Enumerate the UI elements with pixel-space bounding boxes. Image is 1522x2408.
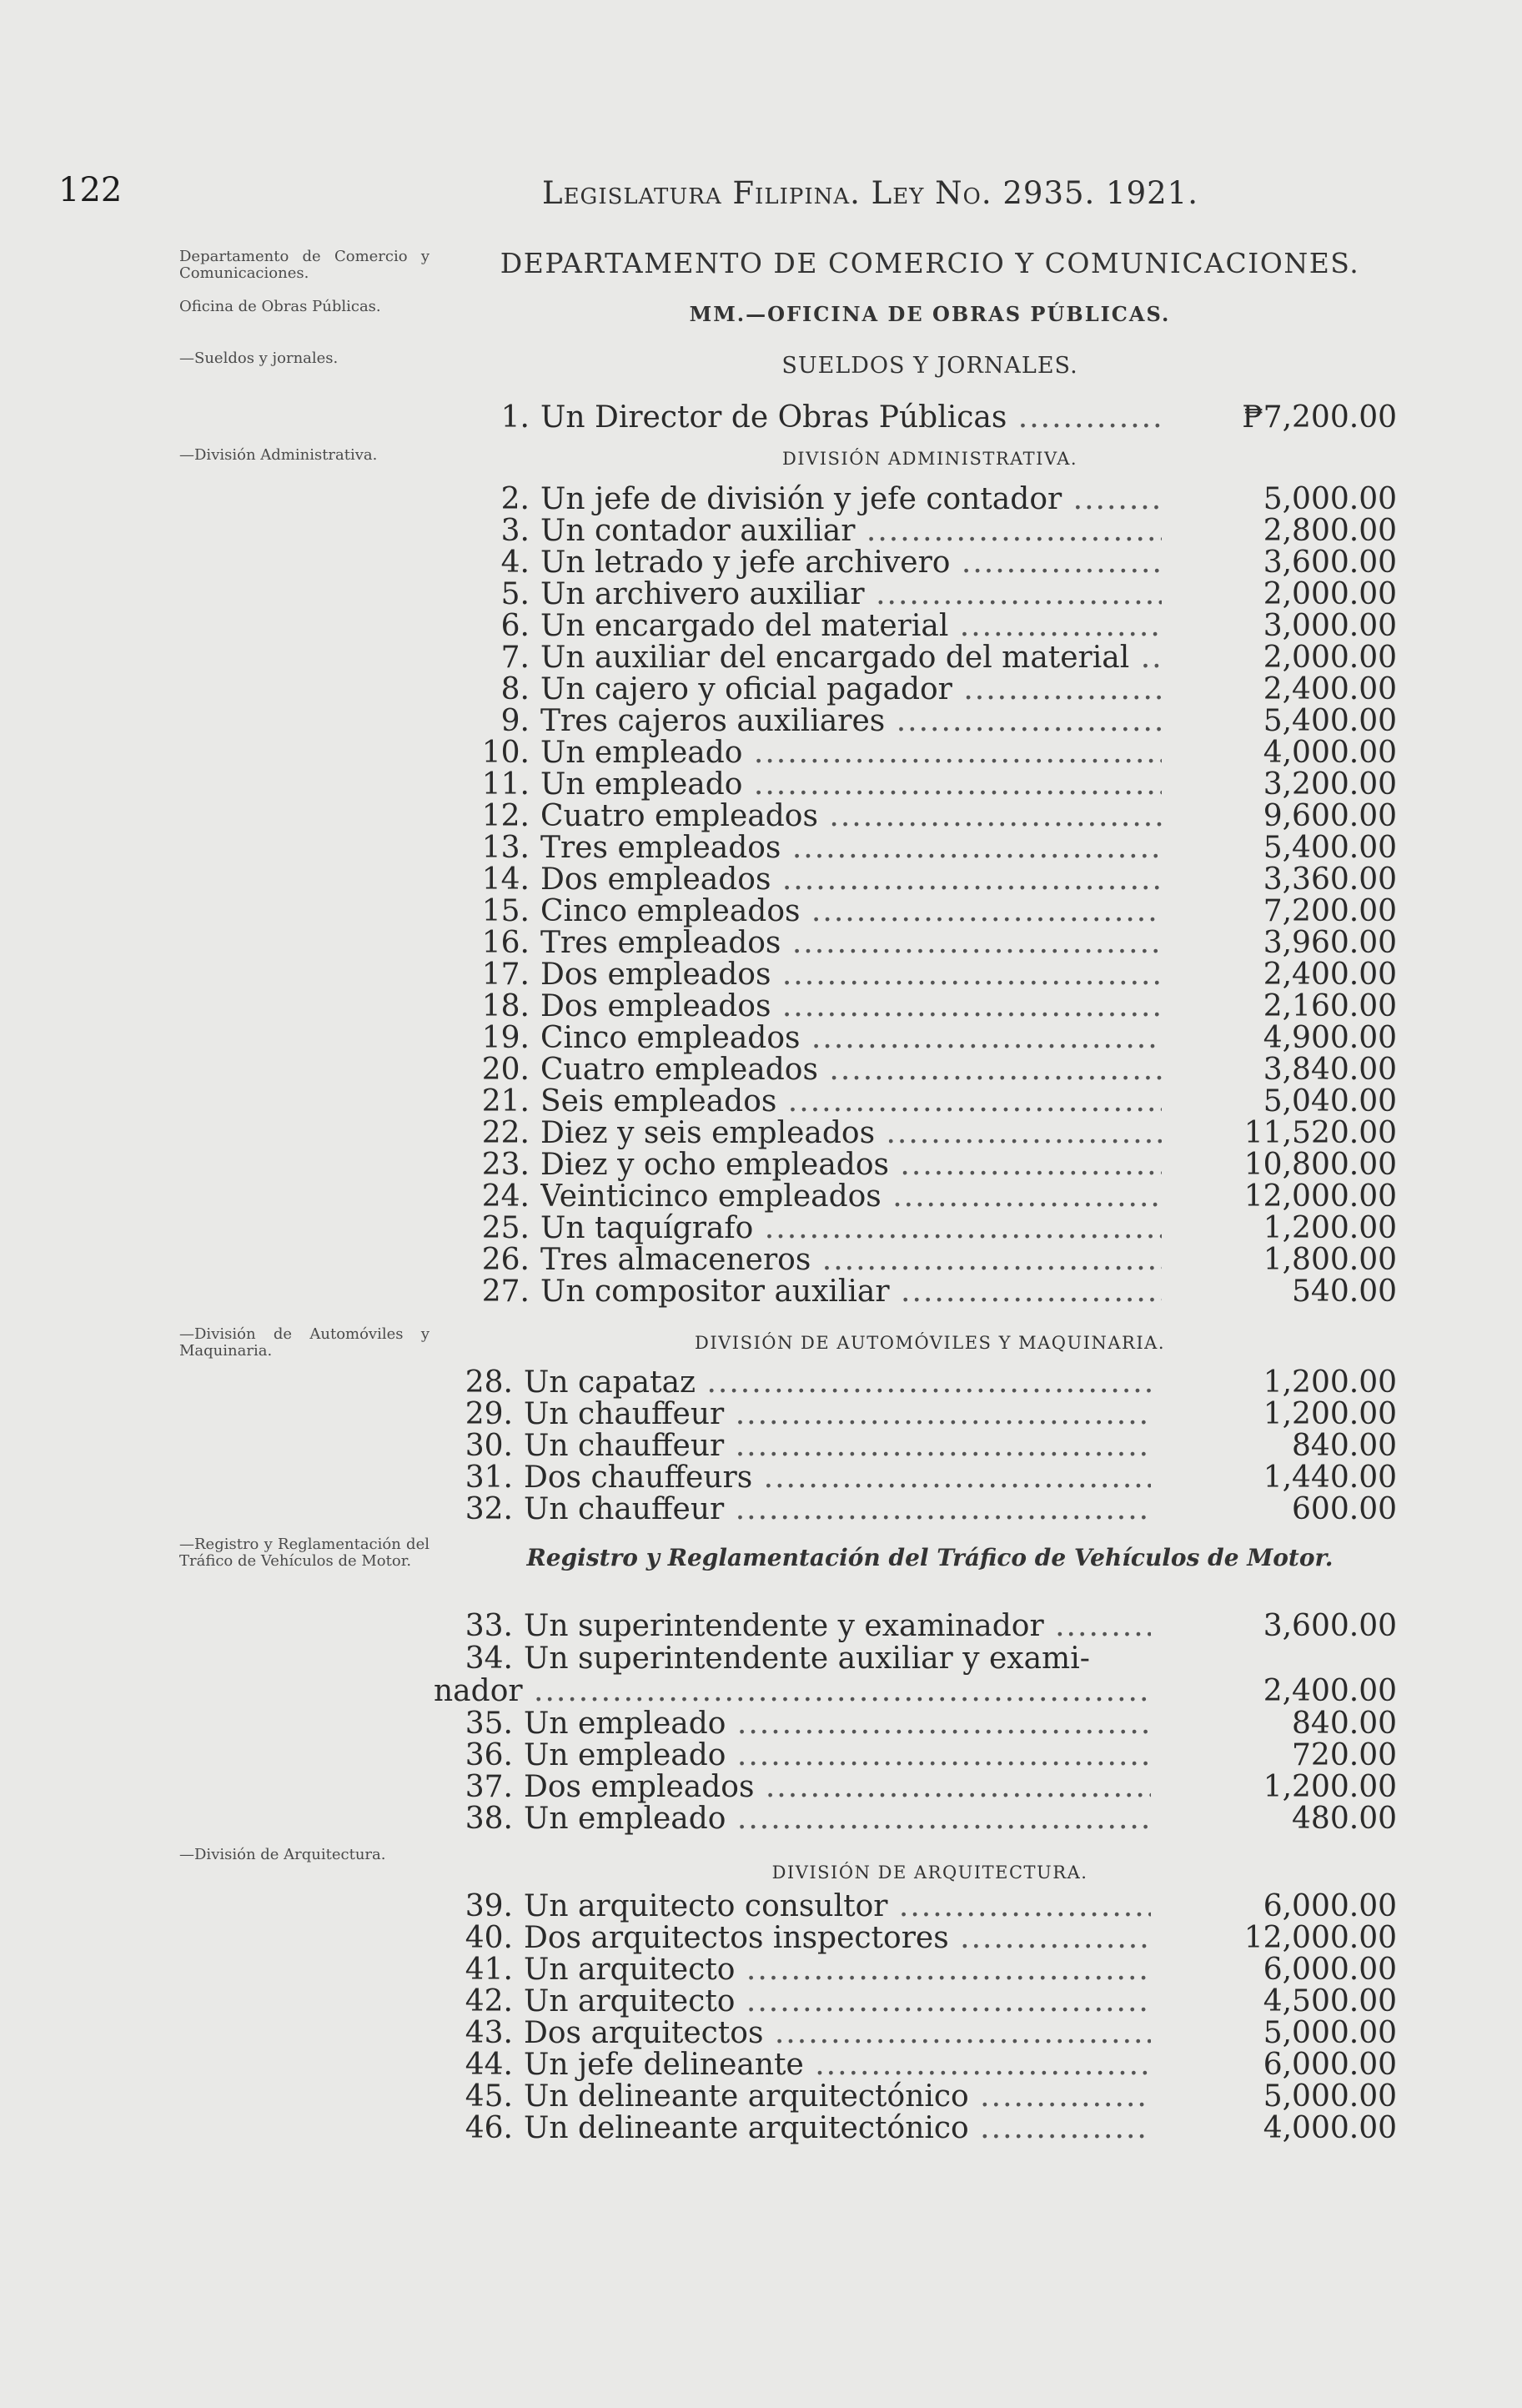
item-description: Cinco empleados .....: [540, 896, 1162, 928]
salary-row-continuation: [0, 1676, 1522, 1707]
salary-row: [0, 1054, 1522, 1086]
item-description: Seis empleados .....: [540, 1086, 1162, 1118]
salary-row: [0, 769, 1522, 801]
salary-row: [0, 1149, 1522, 1181]
item-number: 29.: [465, 1397, 513, 1431]
item-amount: 2,400.00: [1263, 672, 1397, 706]
item-number: 1.: [500, 400, 530, 435]
item-description: Un cajero y oficial pagador .....: [540, 674, 1162, 706]
item-number: 43.: [465, 2016, 513, 2050]
item-description: Dos arquitectos inspectores .....: [524, 1923, 1151, 1954]
item-amount: 4,900.00: [1263, 1021, 1397, 1055]
item-description: Un empleado .....: [524, 1803, 1151, 1835]
item-description: Un delineante arquitectónico .....: [524, 2081, 1151, 2113]
salary-row: [0, 1023, 1522, 1054]
item-amount: 11,520.00: [1243, 1116, 1397, 1150]
item-description: Un chauffeur .....: [524, 1399, 1151, 1430]
item-number: 18.: [481, 989, 530, 1023]
item-number: 5.: [500, 577, 530, 611]
salary-row: [0, 1430, 1522, 1462]
salary-row: [0, 991, 1522, 1023]
item-number: 20.: [481, 1053, 530, 1087]
item-description: Un arquitecto .....: [524, 1954, 1151, 1986]
item-amount: 1,200.00: [1263, 1211, 1397, 1245]
item-amount: 2,800.00: [1263, 514, 1397, 548]
page-number: 122: [58, 171, 123, 209]
margin-note-arquitectura: —División de Arquitectura.: [179, 1846, 386, 1863]
item-amount: 2,000.00: [1263, 641, 1397, 675]
item-description: Tres empleados .....: [540, 928, 1162, 959]
item-description: Un delineante arquitectónico .....: [524, 2113, 1151, 2144]
item-amount: 5,400.00: [1263, 831, 1397, 865]
item-amount: 12,000.00: [1243, 1179, 1397, 1214]
item-number: 23.: [481, 1148, 530, 1182]
item-description: Un contador auxiliar .....: [540, 515, 1162, 547]
margin-note-office: Oficina de Obras Públicas.: [179, 298, 381, 315]
salary-row: [0, 801, 1522, 832]
item-description: Dos empleados .....: [540, 991, 1162, 1023]
item-amount: 540.00: [1292, 1274, 1397, 1309]
item-number: 38.: [465, 1802, 513, 1836]
item-description: Dos arquitectos .....: [524, 2018, 1151, 2049]
salary-row: [0, 706, 1522, 737]
salary-row: [0, 2113, 1522, 2144]
item-number: 10.: [481, 736, 530, 770]
item-number: 22.: [481, 1116, 530, 1150]
division-heading-registro: Registro y Reglamentación del Tráfico de Vehículos de Motor.: [526, 1544, 1334, 1571]
item-number: 41.: [465, 1953, 513, 1987]
item-amount: 3,000.00: [1263, 609, 1397, 643]
item-number: 26.: [481, 1243, 530, 1277]
salary-row: [0, 832, 1522, 864]
item-number: 24.: [481, 1179, 530, 1214]
item-amount: 1,200.00: [1263, 1770, 1397, 1804]
item-description: Dos empleados .....: [524, 1772, 1151, 1803]
item-description: Un letrado y jefe archivero .....: [540, 547, 1162, 579]
salary-row: [0, 1494, 1522, 1526]
salary-row: [0, 515, 1522, 547]
item-description: Un chauffeur .....: [524, 1494, 1151, 1526]
item-description: Un empleado .....: [540, 737, 1162, 769]
item-amount: 5,000.00: [1263, 482, 1397, 516]
item-number: 32.: [465, 1492, 513, 1526]
item-amount: 5,000.00: [1263, 2016, 1397, 2050]
item-amount: 6,000.00: [1263, 2048, 1397, 2082]
salary-row: [0, 928, 1522, 959]
salary-row: [0, 1118, 1522, 1149]
salary-row: [0, 1986, 1522, 2018]
item-amount: 720.00: [1292, 1738, 1397, 1772]
salary-row: [0, 1891, 1522, 1923]
item-description: Un auxiliar del encargado del material .....: [540, 642, 1162, 674]
division-heading-arquitectura: DIVISIÓN DE ARQUITECTURA.: [771, 1863, 1088, 1883]
salary-row: [0, 1643, 1522, 1675]
item-description: Un archivero auxiliar .....: [540, 579, 1162, 611]
item-description: Cinco empleados .....: [540, 1023, 1162, 1054]
item-amount: 4,500.00: [1263, 1984, 1397, 2018]
item-number: 8.: [500, 672, 530, 706]
item-number: 28.: [465, 1365, 513, 1400]
margin-note-salaries: —Sueldos y jornales.: [179, 349, 339, 367]
item-description: Un empleado .....: [540, 769, 1162, 801]
item-number: 31.: [465, 1460, 513, 1495]
item-amount: 12,000.00: [1243, 1921, 1397, 1955]
salary-row: [0, 2081, 1522, 2113]
item-description: Un superintendente y examinador .....: [524, 1611, 1151, 1642]
salary-row: [0, 611, 1522, 642]
salary-row: [0, 1954, 1522, 1986]
item-amount: 3,600.00: [1263, 545, 1397, 580]
division-heading-automoviles: DIVISIÓN DE AUTOMÓVILES Y MAQUINARIA.: [694, 1333, 1166, 1353]
salary-row: [0, 1740, 1522, 1772]
item-description: Cuatro empleados .....: [540, 801, 1162, 832]
salary-row: [0, 959, 1522, 991]
item-number: 13.: [481, 831, 530, 865]
item-number: 11.: [481, 767, 530, 802]
item-number: 3.: [500, 514, 530, 548]
salary-row: [0, 484, 1522, 515]
item-number: 33.: [465, 1609, 513, 1643]
item-amount: 10,800.00: [1243, 1148, 1397, 1182]
item-amount: 3,600.00: [1263, 1609, 1397, 1643]
item-amount: 600.00: [1292, 1492, 1397, 1526]
item-amount: 840.00: [1292, 1429, 1397, 1463]
item-number: 19.: [481, 1021, 530, 1055]
margin-note-department: Departamento de Comercio y Comunicaciones.: [179, 248, 429, 282]
item-amount: 1,800.00: [1263, 1243, 1397, 1277]
office-heading: MM.—OFICINA DE OBRAS PÚBLICAS.: [689, 302, 1171, 326]
salary-row: [0, 1462, 1522, 1494]
item-description: Diez y seis empleados .....: [540, 1118, 1162, 1149]
item-number: 2.: [500, 482, 530, 516]
salary-row: [0, 1399, 1522, 1430]
salary-row: [0, 1367, 1522, 1399]
item-number: 40.: [465, 1921, 513, 1955]
item-description: Un empleado .....: [524, 1740, 1151, 1772]
item-number: 34.: [465, 1641, 513, 1676]
salary-row: [0, 579, 1522, 611]
item-number: 15.: [481, 894, 530, 928]
margin-note-registro: —Registro y Reglamentación del Tráfico de Vehículos de Motor.: [179, 1536, 429, 1570]
item-description: Tres cajeros auxiliares .....: [540, 706, 1162, 737]
item-amount: 6,000.00: [1263, 1953, 1397, 1987]
item-number: 44.: [465, 2048, 513, 2082]
item-amount: ₱7,200.00: [1242, 400, 1397, 435]
item-description: Dos chauffeurs .....: [524, 1462, 1151, 1494]
item-description: Tres almaceneros .....: [540, 1244, 1162, 1276]
salary-row: [0, 864, 1522, 896]
item-amount: 4,000.00: [1263, 736, 1397, 770]
item-number: 35.: [465, 1707, 513, 1741]
item-description: Un encargado del material .....: [540, 611, 1162, 642]
item-number: 45.: [465, 2079, 513, 2114]
salary-row: [0, 2018, 1522, 2049]
margin-note-automoviles: —División de Automóviles y Maquinaria.: [179, 1325, 429, 1360]
item-amount: 5,000.00: [1263, 2079, 1397, 2114]
item-amount: 1,440.00: [1263, 1460, 1397, 1495]
salary-row: [0, 1213, 1522, 1244]
item-description: Tres empleados .....: [540, 832, 1162, 864]
salary-row: [0, 2049, 1522, 2081]
item-description: Un compositor auxiliar .....: [540, 1276, 1162, 1308]
item-description: Un jefe de división y jefe contador .....: [540, 484, 1162, 515]
item-description: Un taquígrafo .....: [540, 1213, 1162, 1244]
item-description: Dos empleados .....: [540, 959, 1162, 991]
salary-row: [0, 1086, 1522, 1118]
salaries-heading: SUELDOS Y JORNALES.: [781, 353, 1078, 379]
item-number: 37.: [465, 1770, 513, 1804]
salary-row: [0, 674, 1522, 706]
item-amount: 840.00: [1292, 1707, 1397, 1741]
item-number: 6.: [500, 609, 530, 643]
item-number: 25.: [481, 1211, 530, 1245]
item-amount: 9,600.00: [1263, 799, 1397, 833]
division-heading-admin: DIVISIÓN ADMINISTRATIVA.: [781, 449, 1078, 469]
item-number: 39.: [465, 1889, 513, 1923]
item-amount: 5,400.00: [1263, 704, 1397, 738]
salary-row: [0, 1611, 1522, 1642]
salary-row: [0, 1244, 1522, 1276]
item-description: Un empleado .....: [524, 1708, 1151, 1740]
item-amount: 7,200.00: [1263, 894, 1397, 928]
item-amount: 5,040.00: [1263, 1084, 1397, 1119]
salary-row: [0, 1181, 1522, 1213]
salary-row: [0, 1803, 1522, 1835]
item-description: Un jefe delineante .....: [524, 2049, 1151, 2081]
item-number: 16.: [481, 926, 530, 960]
item-amount: 480.00: [1292, 1802, 1397, 1836]
item-number: 21.: [481, 1084, 530, 1119]
item-amount: 3,200.00: [1263, 767, 1397, 802]
item-description: Diez y ocho empleados .....: [540, 1149, 1162, 1181]
item-description: Cuatro empleados .....: [540, 1054, 1162, 1086]
salary-row: [0, 402, 1522, 434]
item-amount: 1,200.00: [1263, 1365, 1397, 1400]
item-description: Un capataz .....: [524, 1367, 1151, 1399]
salary-row: [0, 896, 1522, 928]
item-amount: 1,200.00: [1263, 1397, 1397, 1431]
item-number: 9.: [500, 704, 530, 738]
item-number: 36.: [465, 1738, 513, 1772]
item-description: Dos empleados .....: [540, 864, 1162, 896]
item-description: Un arquitecto .....: [524, 1986, 1151, 2018]
salary-row: [0, 1772, 1522, 1803]
salary-row: [0, 1923, 1522, 1954]
item-amount: 2,400.00: [1263, 1674, 1397, 1708]
item-amount: 6,000.00: [1263, 1889, 1397, 1923]
item-amount: 3,360.00: [1263, 862, 1397, 897]
item-description: Un superintendente auxiliar y exami-: [524, 1643, 1090, 1675]
item-amount: 3,840.00: [1263, 1053, 1397, 1087]
item-description: Un Director de Obras Públicas .....: [540, 402, 1162, 434]
item-amount: 4,000.00: [1263, 2111, 1397, 2145]
salary-row: [0, 1276, 1522, 1308]
item-description: Veinticinco empleados .....: [540, 1181, 1162, 1213]
item-description-continuation: nador .....: [434, 1676, 1151, 1707]
item-number: 4.: [500, 545, 530, 580]
item-amount: 2,400.00: [1263, 958, 1397, 992]
item-number: 7.: [500, 641, 530, 675]
department-heading: DEPARTAMENTO DE COMERCIO Y COMUNICACIONES.: [500, 247, 1360, 279]
item-amount: 3,960.00: [1263, 926, 1397, 960]
item-description: Un arquitecto consultor .....: [524, 1891, 1151, 1923]
item-amount: 2,000.00: [1263, 577, 1397, 611]
item-number: 30.: [465, 1429, 513, 1463]
item-amount: 2,160.00: [1263, 989, 1397, 1023]
item-number: 12.: [481, 799, 530, 833]
item-number: 17.: [481, 958, 530, 992]
running-title: Legislatura Filipina. Ley No. 2935. 1921.: [542, 175, 1198, 211]
salary-row: [0, 1708, 1522, 1740]
item-number: 27.: [481, 1274, 530, 1309]
salary-row: [0, 737, 1522, 769]
item-number: 42.: [465, 1984, 513, 2018]
margin-note-admin: —División Administrativa.: [179, 446, 378, 464]
salary-row: [0, 547, 1522, 579]
item-description: Un chauffeur .....: [524, 1430, 1151, 1462]
salary-row: [0, 642, 1522, 674]
item-number: 46.: [465, 2111, 513, 2145]
item-number: 14.: [481, 862, 530, 897]
